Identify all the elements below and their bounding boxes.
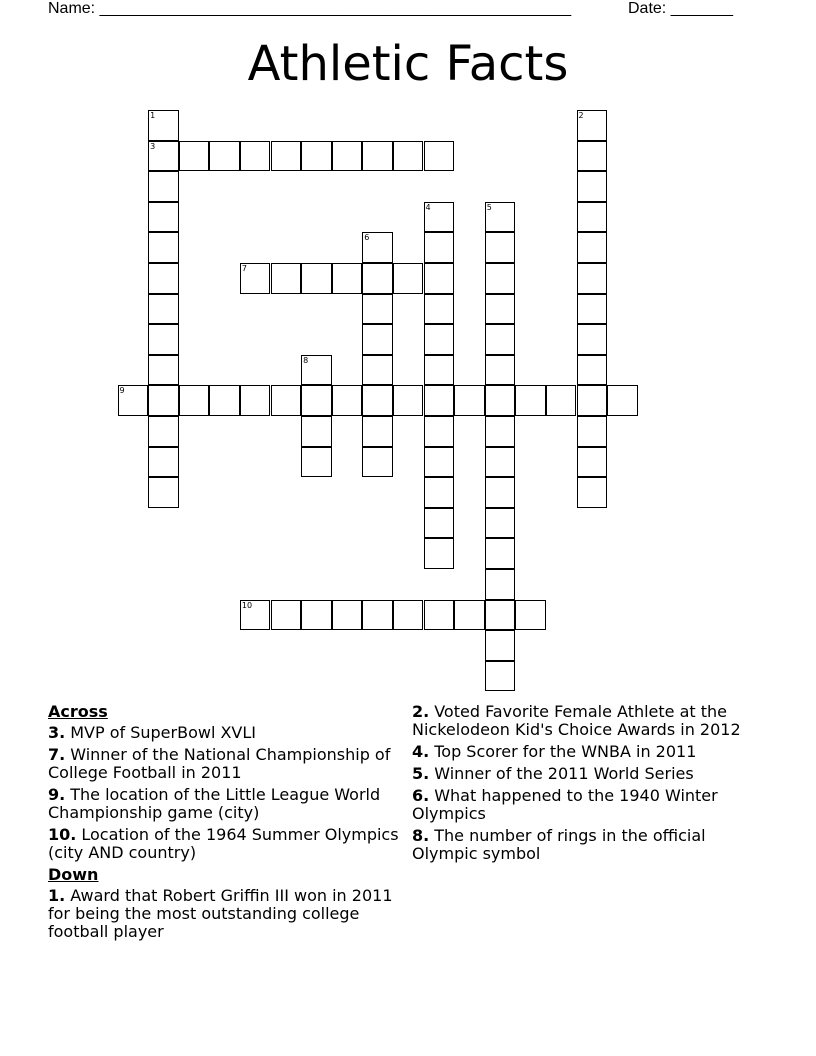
grid-cell[interactable]: [179, 141, 210, 172]
clue-number: 5: [486, 202, 492, 212]
grid-cell[interactable]: [240, 600, 271, 631]
clue: [412, 703, 757, 739]
clue-number: 10: [241, 600, 253, 610]
down-heading: Down: [48, 865, 99, 884]
grid-cell[interactable]: [515, 385, 546, 416]
clue: [412, 827, 757, 863]
grid-cell[interactable]: [485, 202, 516, 233]
grid-cell[interactable]: [209, 385, 240, 416]
grid-cell[interactable]: [577, 324, 608, 355]
grid-cell[interactable]: [424, 385, 455, 416]
grid-cell[interactable]: [393, 263, 424, 294]
clue-number: 4: [425, 202, 431, 212]
grid-cell[interactable]: [424, 355, 455, 386]
grid-cell[interactable]: [362, 600, 393, 631]
grid-cell[interactable]: [362, 141, 393, 172]
grid-cell[interactable]: [332, 385, 363, 416]
name-field[interactable]: Name: _____________________________________________________: [48, 0, 572, 17]
clue-number: 6: [364, 233, 370, 243]
grid-cell[interactable]: [485, 263, 516, 294]
grid-cell[interactable]: [148, 355, 179, 386]
grid-cell[interactable]: [485, 416, 516, 447]
grid-cell[interactable]: [424, 416, 455, 447]
grid-cell[interactable]: [271, 385, 302, 416]
grid-cell[interactable]: [577, 355, 608, 386]
clue-number: 2: [578, 111, 584, 120]
grid-cell[interactable]: [271, 141, 302, 172]
grid-cell[interactable]: [362, 263, 393, 294]
grid-cell[interactable]: [577, 263, 608, 294]
grid-cell[interactable]: [485, 294, 516, 325]
grid-cell[interactable]: [240, 385, 271, 416]
grid-cell[interactable]: [607, 385, 638, 416]
grid-cell[interactable]: [485, 538, 516, 569]
grid-cell[interactable]: [424, 294, 455, 325]
grid-cell[interactable]: [301, 263, 332, 294]
clue-number: 7: [241, 264, 247, 273]
grid-cell[interactable]: [148, 232, 179, 263]
clue-number-label: 1.: [48, 886, 66, 905]
grid-cell[interactable]: [393, 600, 424, 631]
grid-cell[interactable]: [393, 385, 424, 416]
grid-cell[interactable]: [362, 232, 393, 263]
grid-cell[interactable]: [301, 416, 332, 447]
clue-number-label: 7.: [48, 745, 66, 764]
clue-text: Voted Favorite Female Athlete at the Nickelodeon Kid's Choice Awards in 2012: [412, 702, 741, 739]
across-clue-list: [48, 724, 404, 862]
grid-cell[interactable]: [485, 630, 516, 661]
grid-cell[interactable]: [577, 477, 608, 508]
clues-left-column: [48, 703, 404, 945]
grid-cell[interactable]: [209, 141, 240, 172]
grid-cell[interactable]: [424, 232, 455, 263]
clue: [412, 765, 757, 783]
grid-cell[interactable]: [301, 385, 332, 416]
grid-cell[interactable]: [424, 447, 455, 478]
down-clue-list: [48, 887, 404, 941]
grid-cell[interactable]: [515, 600, 546, 631]
grid-cell[interactable]: [362, 294, 393, 325]
grid-cell[interactable]: [148, 294, 179, 325]
clue-text: The location of the Little League World Championship game (city): [48, 785, 381, 822]
grid-cell[interactable]: [424, 508, 455, 539]
grid-cell[interactable]: [577, 202, 608, 233]
grid-cell[interactable]: [485, 324, 516, 355]
grid-cell[interactable]: [577, 294, 608, 325]
grid-cell[interactable]: [240, 263, 271, 294]
grid-cell[interactable]: [362, 447, 393, 478]
grid-cell[interactable]: [332, 141, 363, 172]
grid-cell[interactable]: [118, 385, 149, 416]
date-field[interactable]: Date: _______: [628, 0, 733, 17]
grid-cell[interactable]: [148, 324, 179, 355]
clue: [48, 786, 404, 822]
clue-number-label: 4.: [412, 742, 430, 761]
grid-cell[interactable]: [485, 232, 516, 263]
clue-text: Location of the 1964 Summer Olympics (city AND country): [48, 825, 399, 862]
grid-cell[interactable]: [179, 385, 210, 416]
grid-cell[interactable]: [148, 171, 179, 202]
grid-cell[interactable]: [424, 141, 455, 172]
page-title: Athletic Facts: [247, 36, 569, 92]
grid-cell[interactable]: [424, 202, 455, 233]
clue-number: 3: [150, 141, 156, 151]
clue-number: 1: [150, 111, 156, 120]
clues-right-column: [412, 703, 757, 867]
clue: [412, 743, 757, 761]
grid-cell[interactable]: [424, 324, 455, 355]
grid-cell[interactable]: [485, 385, 516, 416]
grid-cell[interactable]: [485, 508, 516, 539]
grid-cell[interactable]: [577, 171, 608, 202]
clue-number-label: 8.: [412, 826, 430, 845]
grid-cell[interactable]: [577, 416, 608, 447]
clue: [48, 826, 404, 862]
grid-cell[interactable]: [577, 141, 608, 172]
grid-cell[interactable]: [546, 385, 577, 416]
grid-cell[interactable]: [485, 600, 516, 631]
grid-cell[interactable]: [424, 477, 455, 508]
clue-number-label: 6.: [412, 786, 430, 805]
clue-text: What happened to the 1940 Winter Olympics: [412, 786, 718, 823]
grid-cell[interactable]: [424, 263, 455, 294]
grid-cell[interactable]: [148, 110, 179, 141]
grid-cell[interactable]: [271, 600, 302, 631]
clue-number: 8: [303, 355, 309, 365]
clue-number: 9: [119, 386, 125, 396]
grid-cell[interactable]: [362, 385, 393, 416]
clue-number-label: 5.: [412, 764, 430, 783]
grid-cell[interactable]: [485, 661, 516, 692]
grid-cell[interactable]: [362, 355, 393, 386]
grid-cell[interactable]: [485, 569, 516, 600]
grid-cell[interactable]: [301, 600, 332, 631]
clue-number-label: 10.: [48, 825, 77, 844]
grid-cell[interactable]: [301, 447, 332, 478]
grid-cell[interactable]: [332, 600, 363, 631]
grid-cell[interactable]: [148, 416, 179, 447]
grid-cell[interactable]: [393, 141, 424, 172]
clue-text: Winner of the National Championship of College Football in 2011: [48, 745, 391, 782]
grid-cell[interactable]: [301, 355, 332, 386]
grid-cell[interactable]: [485, 477, 516, 508]
grid-cell[interactable]: [148, 141, 179, 172]
clue: [48, 724, 404, 742]
clue-text: Winner of the 2011 World Series: [434, 764, 694, 783]
clue: [48, 746, 404, 782]
clue: [412, 787, 757, 823]
grid-cell[interactable]: [424, 538, 455, 569]
grid-cell[interactable]: [148, 477, 179, 508]
grid-cell[interactable]: [577, 385, 608, 416]
grid-cell[interactable]: [362, 324, 393, 355]
clue-text: The number of rings in the official Olympic symbol: [412, 826, 706, 863]
clue-text: Award that Robert Griffin III won in 2011 for being the most outstanding college football player: [48, 886, 393, 941]
clue-text: Top Scorer for the WNBA in 2011: [434, 742, 697, 761]
clue-number-label: 3.: [48, 723, 66, 742]
grid-cell[interactable]: [577, 110, 608, 141]
grid-cell[interactable]: [485, 447, 516, 478]
grid-cell[interactable]: [148, 263, 179, 294]
grid-cell[interactable]: [332, 263, 363, 294]
grid-cell[interactable]: [301, 141, 332, 172]
clue: [48, 887, 404, 941]
grid-cell[interactable]: [485, 355, 516, 386]
grid-cell[interactable]: [577, 232, 608, 263]
grid-cell[interactable]: [240, 141, 271, 172]
grid-cell[interactable]: [454, 600, 485, 631]
across-heading: Across: [48, 702, 108, 721]
grid-cell[interactable]: [577, 447, 608, 478]
clue-number-label: 2.: [412, 702, 430, 721]
down-clue-list-continued: [412, 703, 757, 863]
grid-cell[interactable]: [271, 263, 302, 294]
grid-cell[interactable]: [148, 385, 179, 416]
clue-number-label: 9.: [48, 785, 66, 804]
grid-cell[interactable]: [362, 416, 393, 447]
grid-cell[interactable]: [454, 385, 485, 416]
grid-cell[interactable]: [148, 202, 179, 233]
clue-text: MVP of SuperBowl XVLI: [70, 723, 257, 742]
grid-cell[interactable]: [148, 447, 179, 478]
grid-cell[interactable]: [424, 600, 455, 631]
